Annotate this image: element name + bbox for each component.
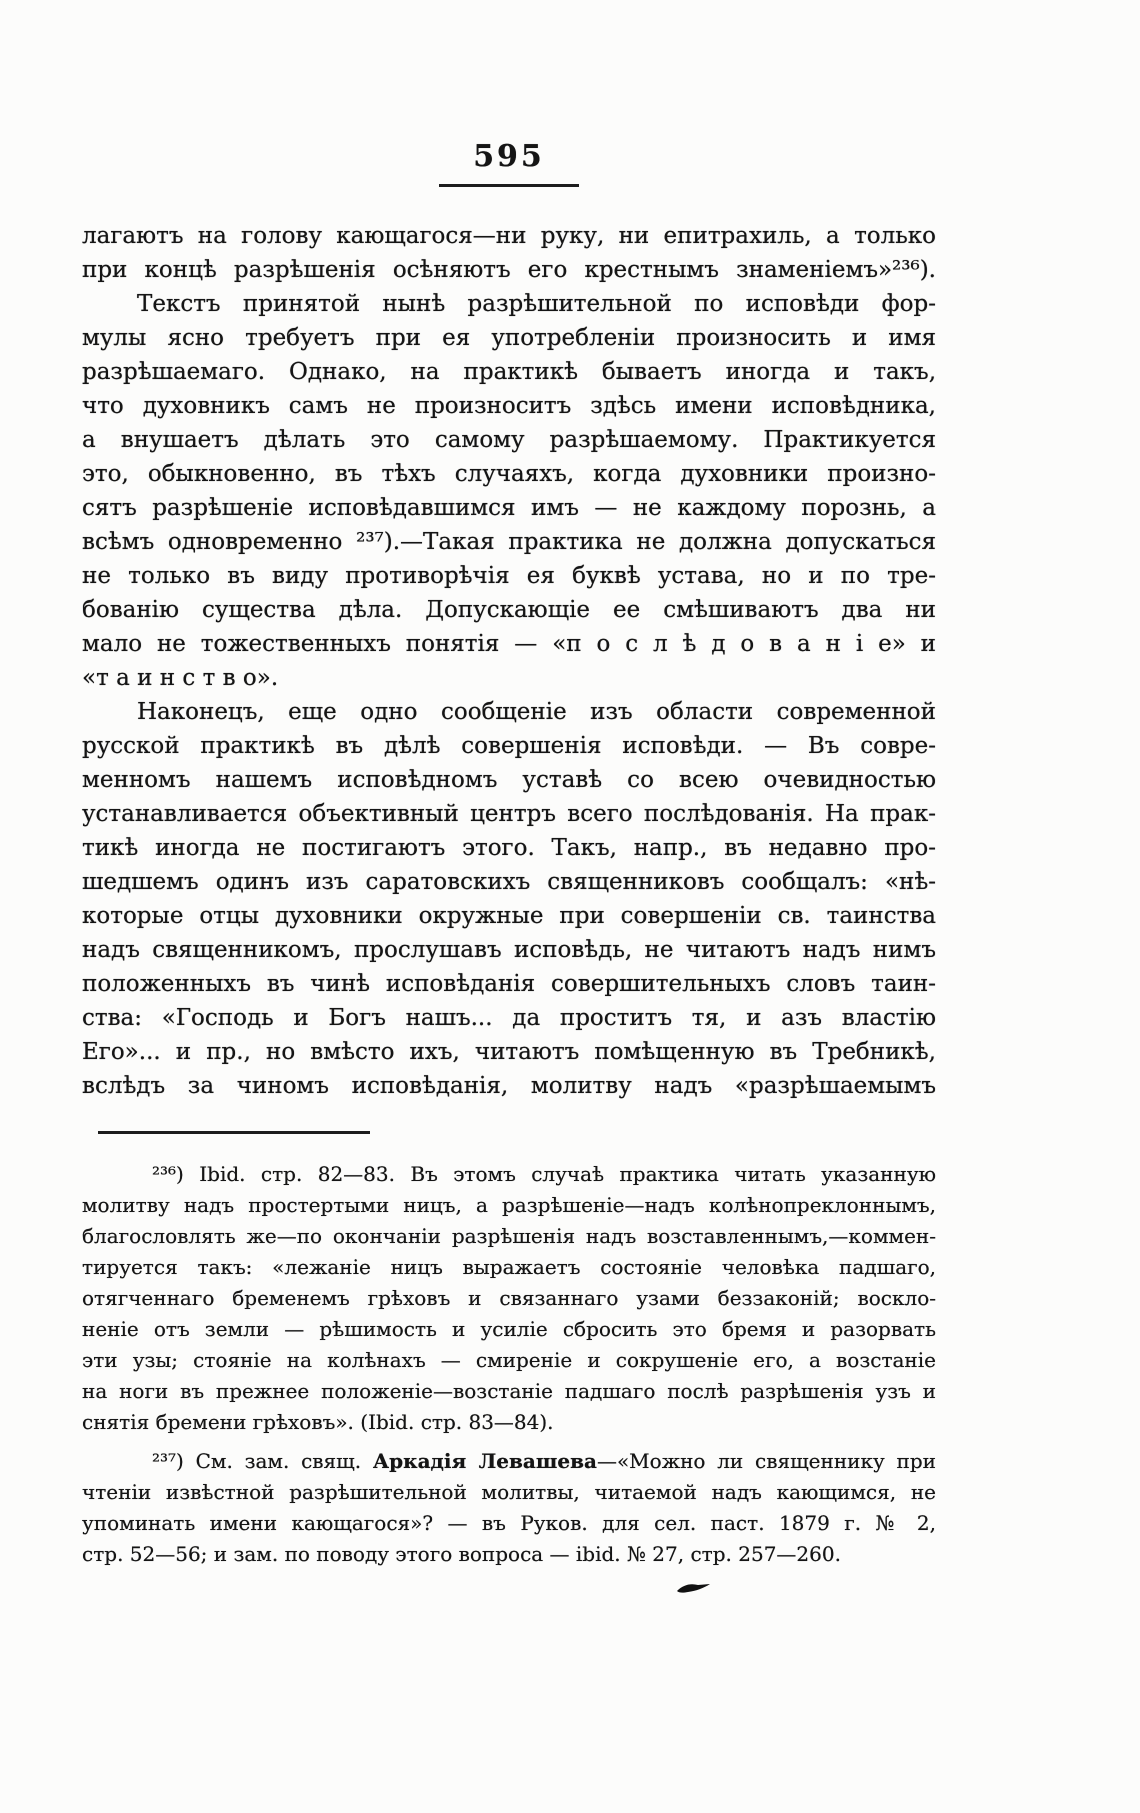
paragraph	[82, 219, 936, 287]
text-line: при концѣ разрѣшенія осѣняютъ его крестнымъ знаменіемъ»²³⁶).	[82, 257, 936, 283]
text-line: мало не тожественныхъ понятія — «п о с л ѣ д о в а н і е» и	[82, 631, 936, 657]
footnote-text: ²³⁷) См. зам. свящ.	[152, 1449, 373, 1473]
footnote-line: чтеніи извѣстной разрѣшительной молитвы, читаемой надъ кающимся, не	[82, 1480, 936, 1504]
text-line: шедшемъ одинъ изъ саратовскихъ священниковъ сообщалъ: «нѣ-	[82, 869, 936, 895]
text-line: русской практикѣ въ дѣлѣ совершенія исповѣди. — Въ совре-	[82, 733, 936, 759]
text-line: Текстъ принятой нынѣ разрѣшительной по исповѣди фор-	[137, 291, 936, 317]
paragraph	[82, 287, 936, 695]
text-line: это, обыкновенно, въ тѣхъ случаяхъ, когда духовники произно-	[82, 461, 936, 487]
footnote-author-name: Аркадія Левашева	[372, 1449, 597, 1473]
footnote-line: снятія бремени грѣховъ». (Ibid. стр. 83—84).	[82, 1410, 554, 1434]
text-line: устанавливается объективный центръ всего послѣдованія. На прак-	[82, 801, 936, 827]
footnote-line: тируется такъ: «лежаніе ницъ выражаетъ состояніе человѣка падшаго,	[82, 1255, 936, 1279]
footnote-line: стр. 52—56; и зам. по поводу этого вопроса — ibid. № 27, стр. 257—260.	[82, 1542, 841, 1566]
text-line: что духовникъ самъ не произноситъ здѣсь имени исповѣдника,	[82, 393, 936, 419]
footnote-line: упоминать имени кающагося»? — въ Руков. для сел. паст. 1879 г. № 2,	[82, 1511, 936, 1535]
footnote-236	[82, 1159, 936, 1438]
text-line: сятъ разрѣшеніе исповѣдавшимся имъ — не каждому порознь, а	[82, 495, 936, 521]
text-line: положенныхъ въ чинѣ исповѣданія совершительныхъ словъ таин-	[82, 971, 936, 997]
footnote-line: благословлять же—по окончаніи разрѣшенія надъ возставленнымъ,—коммен-	[82, 1224, 936, 1248]
text-line: Наконецъ, еще одно сообщеніе изъ области современной	[137, 699, 936, 725]
text-line: не только въ виду противорѣчія ея буквѣ устава, но и по тре-	[82, 563, 936, 589]
text-line: бованію существа дѣла. Допускающіе ее смѣшиваютъ два ни	[82, 597, 936, 623]
footnote-line: отягченнаго бременемъ грѣховъ и связаннаго узами беззаконій; воскло-	[82, 1286, 936, 1310]
footnote-line: неніе отъ земли — рѣшимость и усиліе сбросить это бремя и разорвать	[82, 1317, 936, 1341]
text-line: которые отцы духовники окружные при совершеніи св. таинства	[82, 903, 936, 929]
paragraph	[82, 695, 936, 1103]
footnote-line: молитву надъ простертыми ницъ, а разрѣшеніе—надъ колѣнопреклоннымъ,	[82, 1193, 936, 1217]
text-line: менномъ нашемъ исповѣдномъ уставѣ со всею очевидностью	[82, 767, 936, 793]
footnotes-section	[82, 1159, 936, 1570]
text-line: Его»... и пр., но вмѣсто ихъ, читаютъ помѣщенную въ Требникѣ,	[82, 1039, 936, 1065]
footnote-separator-rule	[98, 1131, 370, 1134]
text-line: надъ священникомъ, прослушавъ исповѣдь, не читаютъ надъ нимъ	[82, 937, 936, 963]
page	[82, 0, 936, 1597]
page-number: 595	[473, 139, 545, 174]
page-number-rule	[439, 184, 579, 187]
text-line: лагаютъ на голову кающагося—ни руку, ни епитрахиль, а только	[82, 223, 936, 249]
footnote-237	[82, 1446, 936, 1570]
footnote-text: —«Можно ли священнику при	[596, 1449, 936, 1473]
text-line: тикѣ иногда не постигаютъ этого. Такъ, напр., въ недавно про-	[82, 835, 936, 861]
tailpiece-flourish-icon	[676, 1582, 712, 1597]
text-line: разрѣшаемаго. Однако, на практикѣ бываетъ иногда и такъ,	[82, 359, 936, 385]
text-line: «т а и н с т в о».	[82, 665, 279, 691]
text-line: а внушаетъ дѣлать это самому разрѣшаемому. Практикуется	[82, 427, 936, 453]
footnote-line: эти узы; стояніе на колѣнахъ — смиреніе и сокрушеніе его, а возстаніе	[82, 1348, 936, 1372]
footnote-line: ²³⁶) Ibid. стр. 82—83. Въ этомъ случаѣ практика читать указанную	[152, 1162, 936, 1186]
text-line: всѣмъ одновременно ²³⁷).—Такая практика не должна допускаться	[82, 529, 936, 555]
body-text	[82, 219, 936, 1103]
footnote-line	[82, 1446, 936, 1477]
text-line: вслѣдъ за чиномъ исповѣданія, молитву надъ «разрѣшаемымъ	[82, 1073, 936, 1099]
text-line: мулы ясно требуетъ при ея употребленіи произносить и имя	[82, 325, 936, 351]
footnote-line: на ноги въ прежнее положеніе—возстаніе падшаго послѣ разрѣшенія узъ и	[82, 1379, 936, 1403]
text-line: ства: «Господь и Богъ нашъ... да проститъ тя, и азъ властію	[82, 1005, 936, 1031]
